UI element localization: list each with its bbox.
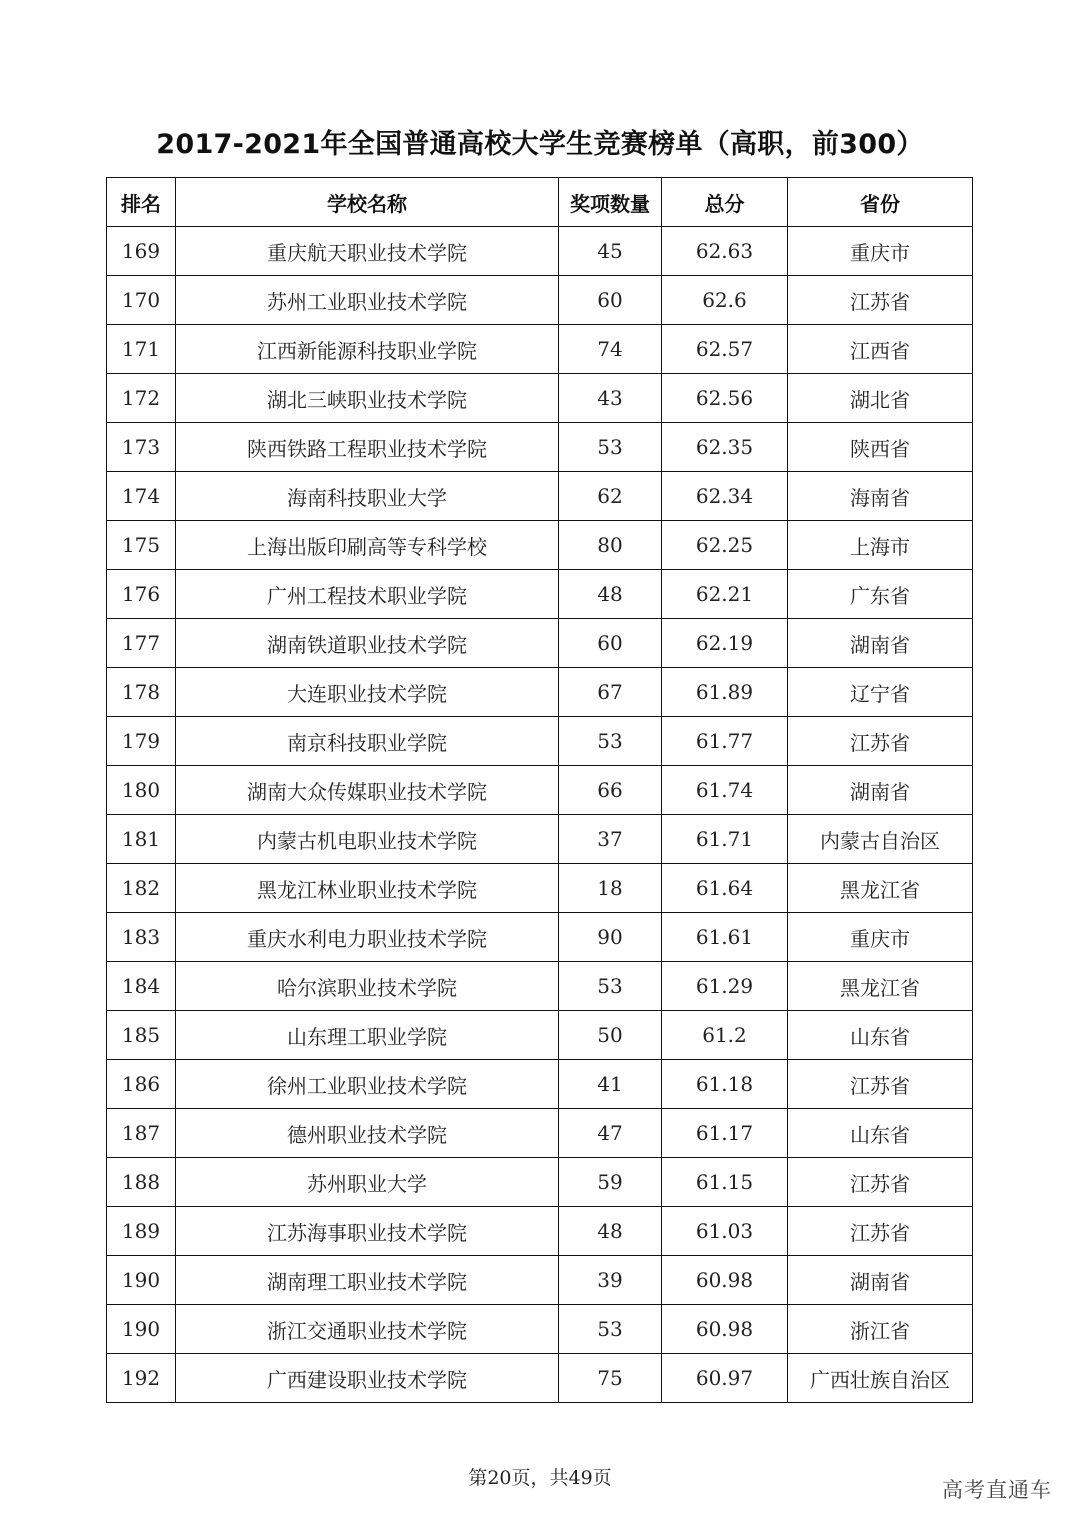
cell-rank: 172 [107, 374, 176, 423]
header-score: 总分 [662, 178, 788, 227]
cell-rank: 182 [107, 864, 176, 913]
cell-awards: 67 [559, 668, 662, 717]
table-row [107, 1060, 973, 1109]
cell-school: 湖南大众传媒职业技术学院 [176, 766, 559, 815]
cell-province: 上海市 [788, 521, 973, 570]
table-row [107, 472, 973, 521]
cell-province: 广东省 [788, 570, 973, 619]
cell-awards: 53 [559, 423, 662, 472]
cell-rank: 189 [107, 1207, 176, 1256]
cell-awards: 66 [559, 766, 662, 815]
cell-awards: 48 [559, 570, 662, 619]
cell-awards: 48 [559, 1207, 662, 1256]
cell-score: 61.2 [662, 1011, 788, 1060]
cell-school: 重庆航天职业技术学院 [176, 227, 559, 276]
cell-rank: 186 [107, 1060, 176, 1109]
table-row [107, 276, 973, 325]
cell-rank: 175 [107, 521, 176, 570]
table-row [107, 717, 973, 766]
cell-rank: 176 [107, 570, 176, 619]
page-title: 2017-2021年全国普通高校大学生竞赛榜单（高职，前300） [156, 129, 924, 160]
table-row [107, 374, 973, 423]
cell-awards: 80 [559, 521, 662, 570]
cell-score: 61.89 [662, 668, 788, 717]
cell-awards: 41 [559, 1060, 662, 1109]
header-rank: 排名 [107, 178, 176, 227]
cell-score: 61.29 [662, 962, 788, 1011]
cell-awards: 90 [559, 913, 662, 962]
cell-school: 陕西铁路工程职业技术学院 [176, 423, 559, 472]
cell-province: 江苏省 [788, 717, 973, 766]
cell-school: 浙江交通职业技术学院 [176, 1305, 559, 1354]
cell-school: 上海出版印刷高等专科学校 [176, 521, 559, 570]
table-row [107, 521, 973, 570]
cell-school: 哈尔滨职业技术学院 [176, 962, 559, 1011]
cell-score: 62.63 [662, 227, 788, 276]
cell-province: 江苏省 [788, 276, 973, 325]
cell-awards: 37 [559, 815, 662, 864]
table-row [107, 570, 973, 619]
cell-rank: 183 [107, 913, 176, 962]
cell-score: 62.57 [662, 325, 788, 374]
cell-awards: 50 [559, 1011, 662, 1060]
cell-province: 湖南省 [788, 766, 973, 815]
cell-school: 内蒙古机电职业技术学院 [176, 815, 559, 864]
table-row [107, 1109, 973, 1158]
cell-province: 山东省 [788, 1011, 973, 1060]
cell-rank: 170 [107, 276, 176, 325]
cell-school: 广西建设职业技术学院 [176, 1354, 559, 1403]
table-row [107, 227, 973, 276]
cell-province: 黑龙江省 [788, 962, 973, 1011]
cell-school: 南京科技职业学院 [176, 717, 559, 766]
cell-school: 苏州工业职业技术学院 [176, 276, 559, 325]
cell-province: 海南省 [788, 472, 973, 521]
header-awards: 奖项数量 [559, 178, 662, 227]
cell-school: 广州工程技术职业学院 [176, 570, 559, 619]
cell-school: 湖南铁道职业技术学院 [176, 619, 559, 668]
cell-province: 广西壮族自治区 [788, 1354, 973, 1403]
cell-rank: 184 [107, 962, 176, 1011]
cell-rank: 171 [107, 325, 176, 374]
cell-awards: 60 [559, 276, 662, 325]
table-row [107, 864, 973, 913]
cell-province: 浙江省 [788, 1305, 973, 1354]
table-body [107, 227, 973, 1403]
cell-rank: 190 [107, 1305, 176, 1354]
cell-rank: 169 [107, 227, 176, 276]
cell-score: 61.61 [662, 913, 788, 962]
cell-province: 黑龙江省 [788, 864, 973, 913]
cell-score: 61.18 [662, 1060, 788, 1109]
cell-school: 山东理工职业学院 [176, 1011, 559, 1060]
table-row [107, 962, 973, 1011]
cell-score: 61.15 [662, 1158, 788, 1207]
table-header-row [107, 178, 973, 227]
cell-province: 重庆市 [788, 913, 973, 962]
cell-school: 湖南理工职业技术学院 [176, 1256, 559, 1305]
cell-school: 徐州工业职业技术学院 [176, 1060, 559, 1109]
cell-score: 62.25 [662, 521, 788, 570]
cell-school: 江苏海事职业技术学院 [176, 1207, 559, 1256]
table-row [107, 1158, 973, 1207]
header-school: 学校名称 [176, 178, 559, 227]
cell-rank: 178 [107, 668, 176, 717]
cell-province: 陕西省 [788, 423, 973, 472]
cell-awards: 53 [559, 717, 662, 766]
cell-score: 61.74 [662, 766, 788, 815]
ranking-table [106, 177, 973, 1403]
cell-score: 62.35 [662, 423, 788, 472]
cell-awards: 75 [559, 1354, 662, 1403]
cell-awards: 74 [559, 325, 662, 374]
cell-score: 62.19 [662, 619, 788, 668]
cell-score: 61.03 [662, 1207, 788, 1256]
cell-school: 江西新能源科技职业学院 [176, 325, 559, 374]
cell-awards: 60 [559, 619, 662, 668]
table-row [107, 668, 973, 717]
cell-rank: 185 [107, 1011, 176, 1060]
table-row [107, 1011, 973, 1060]
cell-province: 重庆市 [788, 227, 973, 276]
cell-province: 湖南省 [788, 1256, 973, 1305]
table-row [107, 619, 973, 668]
cell-rank: 179 [107, 717, 176, 766]
cell-awards: 47 [559, 1109, 662, 1158]
cell-rank: 190 [107, 1256, 176, 1305]
cell-province: 江苏省 [788, 1158, 973, 1207]
cell-awards: 39 [559, 1256, 662, 1305]
cell-school: 德州职业技术学院 [176, 1109, 559, 1158]
cell-score: 61.71 [662, 815, 788, 864]
cell-rank: 187 [107, 1109, 176, 1158]
table-row [107, 1305, 973, 1354]
table-row [107, 1207, 973, 1256]
cell-score: 62.6 [662, 276, 788, 325]
cell-awards: 45 [559, 227, 662, 276]
cell-school: 湖北三峡职业技术学院 [176, 374, 559, 423]
cell-score: 62.21 [662, 570, 788, 619]
cell-province: 山东省 [788, 1109, 973, 1158]
table-row [107, 1354, 973, 1403]
table-row [107, 423, 973, 472]
cell-province: 江苏省 [788, 1207, 973, 1256]
cell-rank: 174 [107, 472, 176, 521]
cell-province: 江西省 [788, 325, 973, 374]
cell-school: 重庆水利电力职业技术学院 [176, 913, 559, 962]
cell-school: 大连职业技术学院 [176, 668, 559, 717]
table-row [107, 913, 973, 962]
cell-score: 60.98 [662, 1305, 788, 1354]
cell-score: 60.98 [662, 1256, 788, 1305]
cell-school: 黑龙江林业职业技术学院 [176, 864, 559, 913]
cell-rank: 177 [107, 619, 176, 668]
table-row [107, 766, 973, 815]
table-row [107, 1256, 973, 1305]
cell-score: 61.17 [662, 1109, 788, 1158]
cell-province: 内蒙古自治区 [788, 815, 973, 864]
table-row [107, 325, 973, 374]
cell-rank: 192 [107, 1354, 176, 1403]
cell-rank: 188 [107, 1158, 176, 1207]
cell-score: 61.77 [662, 717, 788, 766]
cell-awards: 59 [559, 1158, 662, 1207]
cell-awards: 53 [559, 962, 662, 1011]
cell-rank: 180 [107, 766, 176, 815]
cell-province: 湖北省 [788, 374, 973, 423]
page-number: 第20页，共49页 [468, 1467, 612, 1489]
cell-rank: 173 [107, 423, 176, 472]
cell-score: 61.64 [662, 864, 788, 913]
cell-province: 湖南省 [788, 619, 973, 668]
cell-school: 海南科技职业大学 [176, 472, 559, 521]
cell-score: 62.34 [662, 472, 788, 521]
cell-rank: 181 [107, 815, 176, 864]
cell-awards: 18 [559, 864, 662, 913]
cell-score: 60.97 [662, 1354, 788, 1403]
cell-awards: 43 [559, 374, 662, 423]
cell-school: 苏州职业大学 [176, 1158, 559, 1207]
cell-score: 62.56 [662, 374, 788, 423]
table-row [107, 815, 973, 864]
cell-province: 江苏省 [788, 1060, 973, 1109]
cell-province: 辽宁省 [788, 668, 973, 717]
header-province: 省份 [788, 178, 973, 227]
cell-awards: 62 [559, 472, 662, 521]
cell-awards: 53 [559, 1305, 662, 1354]
watermark: 高考直通车 [942, 1478, 1052, 1502]
